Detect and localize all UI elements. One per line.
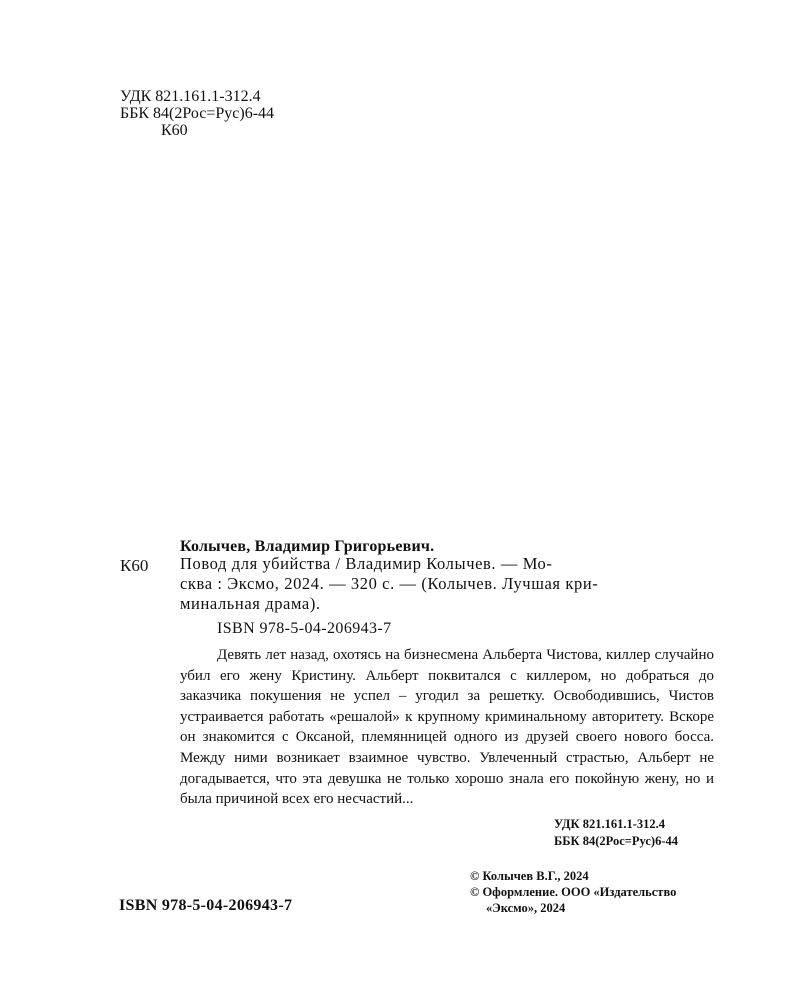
bottom-classification: [554, 816, 678, 850]
copyright-design: © Оформление. ООО «Издательство: [470, 885, 677, 899]
top-classification: [120, 88, 274, 139]
biblio-line: минальная драма).: [180, 594, 321, 613]
author-sign: К60: [161, 122, 188, 139]
margin-author-sign: К60: [120, 556, 149, 575]
annotation-text: Девять лет назад, охотясь на бизнесмена Альберта Чистова, киллер случайно убил его жену Кристину. Альберт поквитался с киллером, но добраться до заказчика покушения не успел – угодил за решетку. Освободившись, Чистов устраивается работать «решалой» к крупному криминальному авторитету. Вскоре он знакомится с Оксаной, племянницей одного из друзей своего нового босса. Между ними возникает взаимное чувство. Увлеченный страстью, Альберт не догадывается, что эта девушка не только хорошо знала его покойную жену, но и была причиной всех его несчастий...: [180, 647, 714, 808]
biblio-line: сква : Эксмо, 2024. — 320 с. — (Колычев. Лучшая кри-: [180, 574, 599, 593]
bbk-code: ББК 84(2Рос=Рус)6-44: [120, 105, 275, 122]
copyright-publisher: «Эксмо», 2024: [486, 901, 566, 915]
udk-code: УДК 821.161.1-312.4: [120, 88, 261, 105]
copyright-author: © Колычев В.Г., 2024: [470, 869, 589, 883]
copyright-block: [470, 868, 676, 916]
isbn-record: ISBN 978-5-04-206943-7: [217, 620, 392, 637]
author-heading: Колычев, Владимир Григорьевич.: [180, 538, 435, 555]
biblio-line: Повод для убийства / Владимир Колычев. — Мо-: [180, 554, 553, 573]
annotation: [180, 645, 714, 810]
udk-code-bottom: УДК 821.161.1-312.4: [554, 817, 665, 831]
isbn-bottom: ISBN 978-5-04-206943-7: [119, 897, 293, 914]
bbk-code-bottom: ББК 84(2Рос=Рус)6-44: [554, 834, 678, 848]
bibliographic-description: [180, 554, 714, 614]
